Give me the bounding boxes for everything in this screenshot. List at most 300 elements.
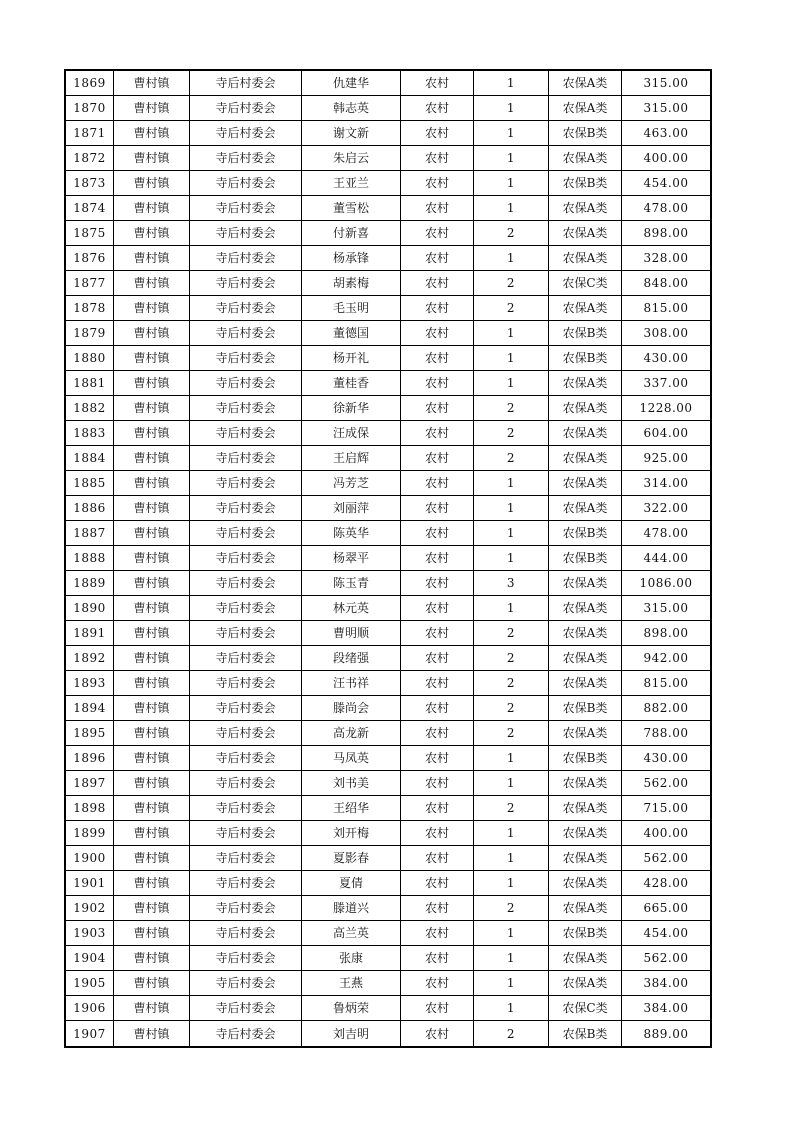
cell-village-committee: 寺后村委会 [190, 871, 302, 895]
cell-name: 董德国 [302, 321, 401, 345]
cell-village-committee: 寺后村委会 [190, 271, 302, 295]
table-row [66, 996, 710, 1021]
cell-amount: 562.00 [643, 851, 689, 865]
cell-name: 王绍华 [302, 796, 401, 820]
cell-insurance-category: 农保A类 [549, 871, 622, 895]
cell-name: 杨翠平 [302, 546, 401, 570]
cell-insurance-category: 农保B类 [549, 346, 622, 370]
cell-person-count: 1 [474, 521, 549, 545]
cell-insurance-category: 农保A类 [549, 946, 622, 970]
cell-town: 曹村镇 [114, 671, 190, 695]
table-row [66, 146, 710, 171]
cell-insurance-category: 农保B类 [549, 1021, 622, 1046]
cell-seq: 1890 [66, 596, 114, 620]
cell-seq: 1870 [66, 96, 114, 120]
cell-name: 夏影春 [302, 846, 401, 870]
cell-amount: 400.00 [643, 151, 689, 165]
cell-residence-type: 农村 [401, 221, 474, 245]
cell-amount: 314.00 [643, 476, 689, 490]
cell-village-committee: 寺后村委会 [190, 346, 302, 370]
cell-amount: 478.00 [643, 526, 689, 540]
cell-name: 韩志英 [302, 96, 401, 120]
cell-insurance-category: 农保C类 [549, 271, 622, 295]
cell-town: 曹村镇 [114, 321, 190, 345]
cell-name: 王启辉 [302, 446, 401, 470]
cell-name: 段绪强 [302, 646, 401, 670]
pension-table [64, 69, 712, 1048]
cell-amount: 898.00 [643, 626, 689, 640]
cell-person-count: 1 [474, 171, 549, 195]
cell-name: 高兰英 [302, 921, 401, 945]
cell-village-committee: 寺后村委会 [190, 221, 302, 245]
cell-person-count: 1 [474, 846, 549, 870]
cell-name: 付新喜 [302, 221, 401, 245]
cell-person-count: 1 [474, 821, 549, 845]
cell-village-committee: 寺后村委会 [190, 621, 302, 645]
table-row [66, 921, 710, 946]
cell-person-count: 2 [474, 896, 549, 920]
cell-town: 曹村镇 [114, 871, 190, 895]
cell-seq: 1907 [66, 1021, 114, 1046]
cell-insurance-category: 农保B类 [549, 921, 622, 945]
cell-town: 曹村镇 [114, 546, 190, 570]
cell-village-committee: 寺后村委会 [190, 121, 302, 145]
cell-name: 张康 [302, 946, 401, 970]
cell-village-committee: 寺后村委会 [190, 696, 302, 720]
cell-residence-type: 农村 [401, 396, 474, 420]
cell-town: 曹村镇 [114, 346, 190, 370]
cell-village-committee: 寺后村委会 [190, 996, 302, 1020]
cell-village-committee: 寺后村委会 [190, 746, 302, 770]
cell-town: 曹村镇 [114, 571, 190, 595]
cell-residence-type: 农村 [401, 521, 474, 545]
cell-seq: 1869 [66, 71, 114, 95]
table-row [66, 521, 710, 546]
cell-town: 曹村镇 [114, 1021, 190, 1046]
cell-name: 陈英华 [302, 521, 401, 545]
cell-town: 曹村镇 [114, 271, 190, 295]
cell-name: 刘开梅 [302, 821, 401, 845]
cell-residence-type: 农村 [401, 371, 474, 395]
cell-seq: 1899 [66, 821, 114, 845]
cell-residence-type: 农村 [401, 346, 474, 370]
table-row [66, 1021, 710, 1046]
cell-town: 曹村镇 [114, 471, 190, 495]
cell-seq: 1897 [66, 771, 114, 795]
cell-seq: 1901 [66, 871, 114, 895]
cell-seq: 1906 [66, 996, 114, 1020]
table-row [66, 671, 710, 696]
cell-seq: 1896 [66, 746, 114, 770]
cell-name: 董雪松 [302, 196, 401, 220]
cell-name: 滕道兴 [302, 896, 401, 920]
cell-seq: 1891 [66, 621, 114, 645]
table-row [66, 346, 710, 371]
cell-amount: 315.00 [643, 101, 689, 115]
cell-person-count: 2 [474, 396, 549, 420]
table-row [66, 171, 710, 196]
cell-insurance-category: 农保A类 [549, 796, 622, 820]
cell-name: 曹明顺 [302, 621, 401, 645]
cell-seq: 1885 [66, 471, 114, 495]
cell-village-committee: 寺后村委会 [190, 821, 302, 845]
cell-village-committee: 寺后村委会 [190, 321, 302, 345]
cell-town: 曹村镇 [114, 246, 190, 270]
table-row [66, 496, 710, 521]
cell-name: 汪书祥 [302, 671, 401, 695]
table-row [66, 396, 710, 421]
table-row [66, 821, 710, 846]
cell-person-count: 2 [474, 721, 549, 745]
cell-residence-type: 农村 [401, 546, 474, 570]
cell-residence-type: 农村 [401, 1021, 474, 1046]
cell-name: 谢文新 [302, 121, 401, 145]
cell-town: 曹村镇 [114, 946, 190, 970]
cell-town: 曹村镇 [114, 521, 190, 545]
cell-person-count: 1 [474, 746, 549, 770]
cell-insurance-category: 农保A类 [549, 721, 622, 745]
cell-amount: 454.00 [643, 926, 689, 940]
cell-person-count: 2 [474, 796, 549, 820]
cell-residence-type: 农村 [401, 596, 474, 620]
cell-amount: 322.00 [643, 501, 689, 515]
table-row [66, 96, 710, 121]
cell-person-count: 2 [474, 296, 549, 320]
table-row [66, 421, 710, 446]
cell-amount: 400.00 [643, 826, 689, 840]
cell-name: 朱启云 [302, 146, 401, 170]
cell-person-count: 1 [474, 96, 549, 120]
cell-town: 曹村镇 [114, 596, 190, 620]
cell-amount: 815.00 [643, 301, 689, 315]
cell-seq: 1878 [66, 296, 114, 320]
cell-village-committee: 寺后村委会 [190, 646, 302, 670]
cell-insurance-category: 农保A类 [549, 896, 622, 920]
cell-village-committee: 寺后村委会 [190, 421, 302, 445]
cell-amount: 925.00 [643, 451, 689, 465]
cell-seq: 1879 [66, 321, 114, 345]
cell-seq: 1881 [66, 371, 114, 395]
cell-village-committee: 寺后村委会 [190, 671, 302, 695]
table-row [66, 971, 710, 996]
cell-village-committee: 寺后村委会 [190, 571, 302, 595]
cell-amount: 562.00 [643, 951, 689, 965]
cell-person-count: 1 [474, 596, 549, 620]
cell-town: 曹村镇 [114, 496, 190, 520]
cell-name: 高龙新 [302, 721, 401, 745]
cell-town: 曹村镇 [114, 971, 190, 995]
cell-insurance-category: 农保A类 [549, 96, 622, 120]
cell-amount: 898.00 [643, 226, 689, 240]
cell-town: 曹村镇 [114, 721, 190, 745]
cell-village-committee: 寺后村委会 [190, 846, 302, 870]
table-row [66, 221, 710, 246]
table-row [66, 121, 710, 146]
cell-amount: 815.00 [643, 676, 689, 690]
cell-seq: 1883 [66, 421, 114, 445]
table-row [66, 446, 710, 471]
cell-town: 曹村镇 [114, 921, 190, 945]
cell-seq: 1886 [66, 496, 114, 520]
cell-insurance-category: 农保A类 [549, 471, 622, 495]
cell-insurance-category: 农保A类 [549, 371, 622, 395]
cell-person-count: 1 [474, 921, 549, 945]
cell-village-committee: 寺后村委会 [190, 946, 302, 970]
cell-residence-type: 农村 [401, 946, 474, 970]
cell-town: 曹村镇 [114, 646, 190, 670]
table-row [66, 721, 710, 746]
cell-name: 马凤英 [302, 746, 401, 770]
cell-town: 曹村镇 [114, 71, 190, 95]
cell-person-count: 1 [474, 346, 549, 370]
table-row [66, 321, 710, 346]
cell-insurance-category: 农保A类 [549, 446, 622, 470]
cell-residence-type: 农村 [401, 496, 474, 520]
table-row [66, 471, 710, 496]
cell-village-committee: 寺后村委会 [190, 371, 302, 395]
cell-amount: 715.00 [643, 801, 689, 815]
cell-person-count: 1 [474, 971, 549, 995]
cell-insurance-category: 农保A类 [549, 646, 622, 670]
cell-seq: 1882 [66, 396, 114, 420]
cell-residence-type: 农村 [401, 846, 474, 870]
cell-village-committee: 寺后村委会 [190, 146, 302, 170]
cell-amount: 454.00 [643, 176, 689, 190]
cell-name: 林元英 [302, 596, 401, 620]
cell-name: 王燕 [302, 971, 401, 995]
cell-amount: 1086.00 [639, 576, 693, 590]
cell-seq: 1905 [66, 971, 114, 995]
cell-insurance-category: 农保B类 [549, 696, 622, 720]
cell-seq: 1873 [66, 171, 114, 195]
cell-residence-type: 农村 [401, 296, 474, 320]
cell-village-committee: 寺后村委会 [190, 396, 302, 420]
table-row [66, 371, 710, 396]
cell-residence-type: 农村 [401, 721, 474, 745]
cell-amount: 463.00 [643, 126, 689, 140]
cell-insurance-category: 农保B类 [549, 121, 622, 145]
cell-town: 曹村镇 [114, 821, 190, 845]
cell-seq: 1876 [66, 246, 114, 270]
cell-name: 杨承锋 [302, 246, 401, 270]
cell-amount: 430.00 [643, 351, 689, 365]
cell-insurance-category: 农保A类 [549, 71, 622, 95]
cell-town: 曹村镇 [114, 396, 190, 420]
cell-residence-type: 农村 [401, 471, 474, 495]
cell-town: 曹村镇 [114, 696, 190, 720]
cell-insurance-category: 农保B类 [549, 521, 622, 545]
table-row [66, 696, 710, 721]
cell-person-count: 2 [474, 646, 549, 670]
cell-name: 杨开礼 [302, 346, 401, 370]
cell-village-committee: 寺后村委会 [190, 521, 302, 545]
cell-town: 曹村镇 [114, 996, 190, 1020]
cell-town: 曹村镇 [114, 171, 190, 195]
cell-person-count: 3 [474, 571, 549, 595]
cell-village-committee: 寺后村委会 [190, 546, 302, 570]
cell-residence-type: 农村 [401, 196, 474, 220]
cell-seq: 1889 [66, 571, 114, 595]
cell-person-count: 2 [474, 671, 549, 695]
table-row [66, 196, 710, 221]
cell-town: 曹村镇 [114, 896, 190, 920]
cell-village-committee: 寺后村委会 [190, 796, 302, 820]
cell-name: 仇建华 [302, 71, 401, 95]
cell-seq: 1871 [66, 121, 114, 145]
cell-amount: 328.00 [643, 251, 689, 265]
cell-residence-type: 农村 [401, 921, 474, 945]
table-row [66, 746, 710, 771]
cell-amount: 665.00 [643, 901, 689, 915]
cell-person-count: 1 [474, 496, 549, 520]
cell-village-committee: 寺后村委会 [190, 771, 302, 795]
cell-residence-type: 农村 [401, 446, 474, 470]
cell-seq: 1892 [66, 646, 114, 670]
cell-amount: 384.00 [643, 976, 689, 990]
cell-town: 曹村镇 [114, 621, 190, 645]
cell-person-count: 2 [474, 271, 549, 295]
cell-insurance-category: 农保A类 [549, 821, 622, 845]
cell-village-committee: 寺后村委会 [190, 446, 302, 470]
cell-village-committee: 寺后村委会 [190, 896, 302, 920]
cell-residence-type: 农村 [401, 271, 474, 295]
cell-person-count: 1 [474, 996, 549, 1020]
cell-person-count: 1 [474, 321, 549, 345]
cell-residence-type: 农村 [401, 571, 474, 595]
cell-person-count: 2 [474, 446, 549, 470]
cell-amount: 315.00 [643, 601, 689, 615]
cell-town: 曹村镇 [114, 146, 190, 170]
cell-name: 汪成保 [302, 421, 401, 445]
cell-village-committee: 寺后村委会 [190, 96, 302, 120]
cell-residence-type: 农村 [401, 621, 474, 645]
table-row [66, 71, 710, 96]
cell-person-count: 1 [474, 871, 549, 895]
cell-person-count: 1 [474, 196, 549, 220]
cell-amount: 428.00 [643, 876, 689, 890]
cell-residence-type: 农村 [401, 746, 474, 770]
cell-seq: 1898 [66, 796, 114, 820]
cell-village-committee: 寺后村委会 [190, 1021, 302, 1046]
cell-town: 曹村镇 [114, 846, 190, 870]
table-row [66, 646, 710, 671]
table-row [66, 296, 710, 321]
cell-name: 董桂香 [302, 371, 401, 395]
cell-residence-type: 农村 [401, 171, 474, 195]
table-row [66, 946, 710, 971]
cell-name: 刘书美 [302, 771, 401, 795]
cell-insurance-category: 农保B类 [549, 746, 622, 770]
cell-insurance-category: 农保A类 [549, 246, 622, 270]
cell-insurance-category: 农保A类 [549, 671, 622, 695]
cell-seq: 1872 [66, 146, 114, 170]
cell-town: 曹村镇 [114, 371, 190, 395]
cell-residence-type: 农村 [401, 821, 474, 845]
cell-name: 胡素梅 [302, 271, 401, 295]
cell-amount: 337.00 [643, 376, 689, 390]
cell-insurance-category: 农保A类 [549, 846, 622, 870]
cell-amount: 604.00 [643, 426, 689, 440]
cell-seq: 1900 [66, 846, 114, 870]
cell-amount: 1228.00 [639, 401, 693, 415]
cell-name: 陈玉青 [302, 571, 401, 595]
cell-name: 夏倩 [302, 871, 401, 895]
cell-insurance-category: 农保B类 [549, 171, 622, 195]
table-row [66, 771, 710, 796]
table-row [66, 271, 710, 296]
cell-person-count: 2 [474, 621, 549, 645]
cell-residence-type: 农村 [401, 796, 474, 820]
cell-residence-type: 农村 [401, 871, 474, 895]
cell-insurance-category: 农保A类 [549, 571, 622, 595]
cell-residence-type: 农村 [401, 421, 474, 445]
cell-amount: 889.00 [643, 1026, 689, 1041]
cell-village-committee: 寺后村委会 [190, 721, 302, 745]
table-row [66, 546, 710, 571]
cell-seq: 1903 [66, 921, 114, 945]
cell-amount: 430.00 [643, 751, 689, 765]
cell-amount: 315.00 [643, 76, 689, 90]
cell-amount: 478.00 [643, 201, 689, 215]
cell-residence-type: 农村 [401, 696, 474, 720]
table-row [66, 246, 710, 271]
cell-person-count: 1 [474, 371, 549, 395]
cell-residence-type: 农村 [401, 671, 474, 695]
cell-village-committee: 寺后村委会 [190, 71, 302, 95]
cell-insurance-category: 农保A类 [549, 146, 622, 170]
cell-residence-type: 农村 [401, 96, 474, 120]
cell-insurance-category: 农保B类 [549, 321, 622, 345]
cell-insurance-category: 农保B类 [549, 546, 622, 570]
cell-amount: 384.00 [643, 1001, 689, 1015]
cell-residence-type: 农村 [401, 321, 474, 345]
cell-town: 曹村镇 [114, 196, 190, 220]
cell-person-count: 1 [474, 121, 549, 145]
cell-residence-type: 农村 [401, 896, 474, 920]
cell-town: 曹村镇 [114, 221, 190, 245]
cell-seq: 1884 [66, 446, 114, 470]
cell-village-committee: 寺后村委会 [190, 196, 302, 220]
cell-name: 滕尚会 [302, 696, 401, 720]
cell-person-count: 2 [474, 421, 549, 445]
cell-seq: 1888 [66, 546, 114, 570]
table-row [66, 596, 710, 621]
cell-residence-type: 农村 [401, 646, 474, 670]
cell-person-count: 1 [474, 71, 549, 95]
cell-name: 刘丽萍 [302, 496, 401, 520]
cell-town: 曹村镇 [114, 446, 190, 470]
cell-insurance-category: 农保A类 [549, 621, 622, 645]
cell-seq: 1887 [66, 521, 114, 545]
cell-seq: 1874 [66, 196, 114, 220]
cell-person-count: 1 [474, 246, 549, 270]
cell-town: 曹村镇 [114, 421, 190, 445]
cell-person-count: 1 [474, 146, 549, 170]
cell-amount: 848.00 [643, 276, 689, 290]
cell-name: 毛玉明 [302, 296, 401, 320]
cell-insurance-category: 农保A类 [549, 296, 622, 320]
cell-seq: 1875 [66, 221, 114, 245]
cell-residence-type: 农村 [401, 121, 474, 145]
cell-person-count: 1 [474, 771, 549, 795]
cell-person-count: 1 [474, 546, 549, 570]
table-row [66, 796, 710, 821]
cell-town: 曹村镇 [114, 746, 190, 770]
cell-insurance-category: 农保A类 [549, 396, 622, 420]
cell-residence-type: 农村 [401, 971, 474, 995]
cell-insurance-category: 农保C类 [549, 996, 622, 1020]
cell-insurance-category: 农保A类 [549, 196, 622, 220]
